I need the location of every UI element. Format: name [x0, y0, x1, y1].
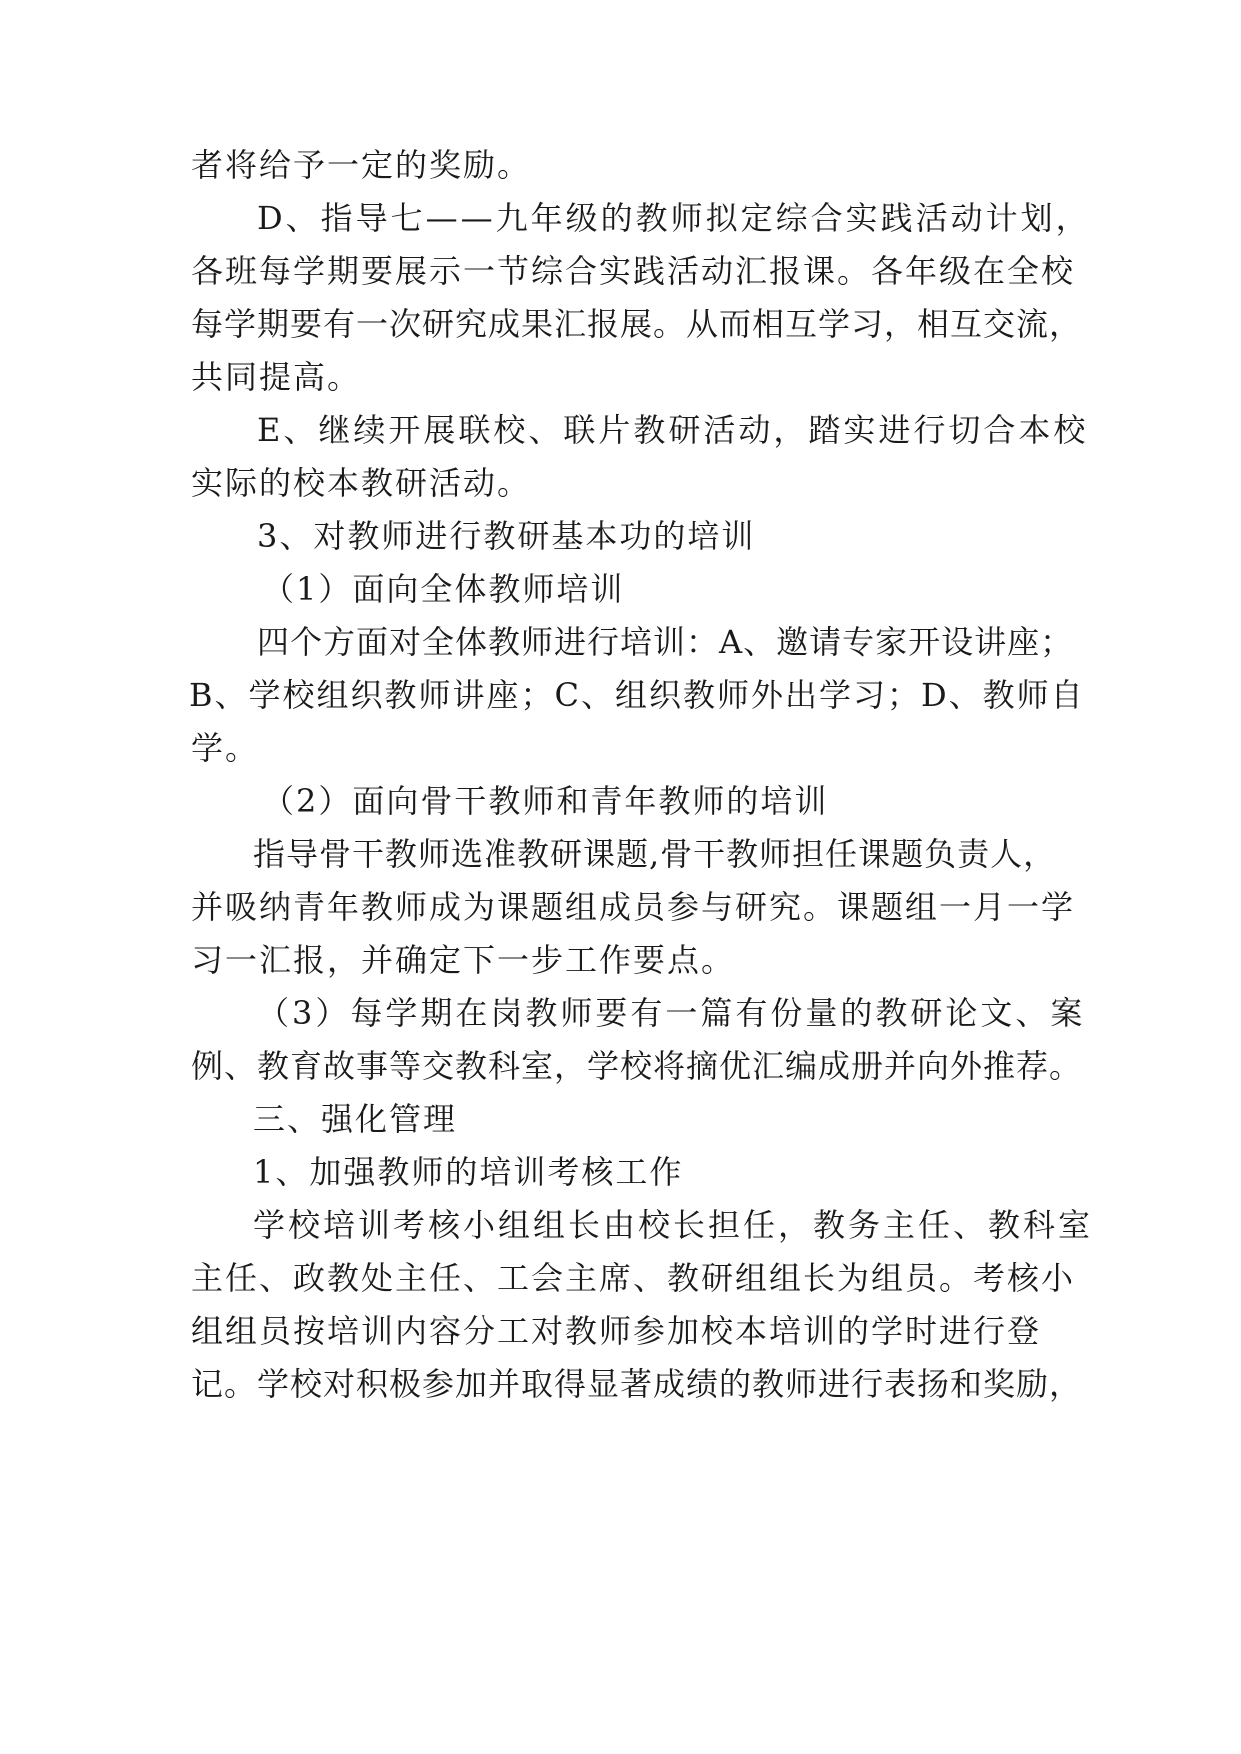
text-line-14: 指导骨干教师选准教研课题,骨干教师担任课题负责人，	[253, 835, 1057, 873]
text-line-4: 每学期要有一次研究成果汇报展。从而相互学习，相互交流，	[191, 305, 1083, 343]
text-line-22: 主任、政教处主任、工会主席、教研组组长为组员。考核小	[191, 1259, 1076, 1297]
text-line-1: 者将给予一定的奖励。	[191, 146, 532, 184]
text-line-10: 四个方面对全体教师进行培训：A、邀请专家开设讲座；	[257, 623, 1074, 661]
text-line-19: 三、强化管理	[253, 1100, 458, 1138]
text-line-17: （3）每学期在岗教师要有一篇有份量的教研论文、案	[257, 994, 1086, 1032]
text-line-2: D、指导七——九年级的教师拟定综合实践活动计划，	[257, 199, 1091, 237]
text-line-6: E、继续开展联校、联片教研活动，踏实进行切合本校	[257, 411, 1089, 449]
text-line-21: 学校培训考核小组组长由校长担任，教务主任、教科室	[253, 1206, 1094, 1244]
text-line-12: 学。	[191, 729, 260, 767]
text-line-3: 各班每学期要展示一节综合实践活动汇报课。各年级在全校	[191, 252, 1076, 290]
text-line-8: 3、对教师进行教研基本功的培训	[257, 517, 756, 555]
text-line-24: 记。学校对积极参加并取得显著成绩的教师进行表扬和奖励，	[191, 1365, 1083, 1403]
text-line-11: B、学校组织教师讲座；C、组织教师外出学习；D、教师自	[189, 676, 1085, 714]
text-line-20: 1、加强教师的培训考核工作	[253, 1153, 684, 1191]
text-line-9: （1）面向全体教师培训	[262, 570, 625, 608]
text-line-13: （2）面向骨干教师和青年教师的培训	[262, 782, 829, 820]
text-line-15: 并吸纳青年教师成为课题组成员参与研究。课题组一月一学	[191, 888, 1076, 926]
text-line-16: 习一汇报，并确定下一步工作要点。	[191, 941, 736, 979]
text-line-7: 实际的校本教研活动。	[191, 464, 532, 502]
text-line-23: 组组员按培训内容分工对教师参加校本培训的学时进行登	[191, 1312, 1042, 1350]
text-line-5: 共同提高。	[191, 358, 362, 396]
text-line-18: 例、教育故事等交教科室，学校将摘优汇编成册并向外推荐。	[191, 1047, 1083, 1085]
